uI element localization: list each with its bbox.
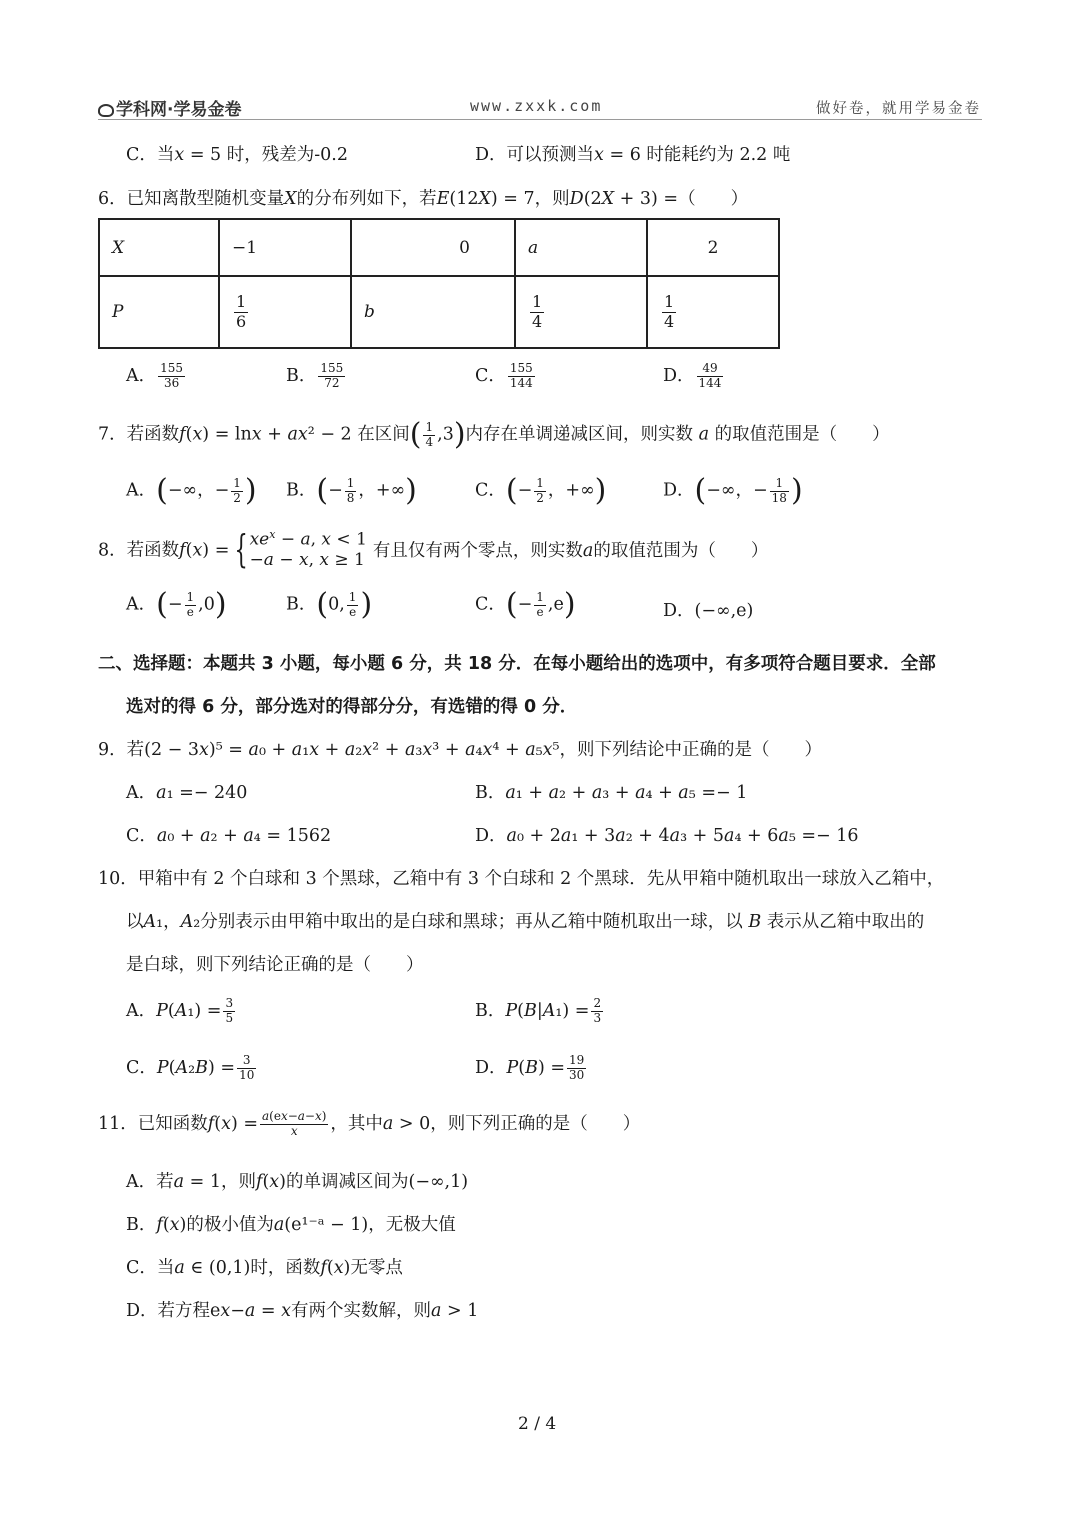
table-cell [515, 276, 647, 348]
q9-option-d: D．𝑎₀ + 2𝑎₁ + 3𝑎₂ + 4𝑎₃ + 5𝑎₄ + 6𝑎₅ =− 16 [475, 826, 859, 846]
table-row [99, 219, 779, 276]
q8-option-d: D．(−∞,e) [663, 601, 754, 621]
table-cell: −1 [219, 219, 351, 276]
table-cell: 𝑏 [351, 276, 515, 348]
q11-option-a: A．若𝑎 = 1，则𝑓(𝑥)的单调减区间为(−∞,1) [126, 1172, 469, 1192]
page-number: 2 / 4 [518, 1414, 557, 1434]
section2-heading: 二、选择题：本题共 3 小题，每小题 6 分，共 18 分．在每小题给出的选项中，有多项符合题目要求．全部 [98, 654, 936, 674]
graduation-cap-icon [98, 104, 114, 117]
q8-option-c: C．(− $\frac{1}{e}$ ,e) [475, 587, 576, 622]
q6-option-a: A． $\frac{155}{36}$ [126, 361, 184, 390]
q10-stem-line1: 10．甲箱中有 2 个白球和 3 个黑球，乙箱中有 3 个白球和 2 个黑球．先从甲箱中随机取出一球放入乙箱中， [98, 869, 945, 889]
q7-stem: 7．若函数𝑓(𝑥) = ln𝑥 + 𝑎𝑥² − 2 在区间( $\frac{1}{4}$ ,3)内存在单调递减区间，则实数 𝑎 的取值范围是（ ） [98, 417, 890, 452]
q10-stem-line2: 以𝐴₁，𝐴₂分别表示由甲箱中取出的是白球和黑球；再从乙箱中随机取出一球，以 𝐵 表示从乙箱中取出的 [126, 912, 925, 932]
q7-option-a: A．(−∞，− $\frac{1}{2}$ ) [126, 473, 257, 508]
table-cell: 𝑋 [99, 219, 219, 276]
q9-option-a: A．𝑎₁ =− 240 [126, 783, 248, 803]
fraction: $\frac{1}{4}$ [664, 292, 675, 331]
logo [98, 95, 241, 120]
q11-stem: 11．已知函数𝑓(𝑥) = $\frac{\text{𝑎(e𝑥−𝑎−𝑥)}}{\text{𝑥}}$ ，其中𝑎 > 0，则下列正确的是（ ） [98, 1109, 641, 1138]
fraction: $\frac{1}{6}$ [236, 292, 247, 331]
table-cell: 0 [351, 219, 515, 276]
table-cell: 𝑃 [99, 276, 219, 348]
q10-option-c: C．𝑃(𝐴₂𝐵) = $\frac{3}{10}$ [126, 1053, 255, 1082]
q10-option-a: A．𝑃(𝐴₁) = $\frac{3}{5}$ [126, 996, 234, 1025]
q5-option-c: C．当𝑥 = 5 时，残差为-0.2 [126, 145, 348, 165]
q10-stem-line3: 是白球，则下列结论正确的是（ ） [126, 955, 424, 975]
section2-instructions: 选对的得 6 分，部分选对的得部分分，有选错的得 0 分． [126, 697, 578, 717]
q10-option-b: B．𝑃(𝐵|𝐴₁) = $\frac{2}{3}$ [475, 996, 602, 1025]
fraction: $\frac{1}{4}$ [532, 292, 543, 331]
q7-option-b: B．(− $\frac{1}{8}$ ，+∞) [286, 473, 417, 508]
table-cell [219, 276, 351, 348]
q8-option-a: A．(− $\frac{1}{e}$ ,0) [126, 587, 227, 622]
table-row [99, 276, 779, 348]
q11-option-b: B．𝑓(𝑥)的极小值为𝑎(e¹⁻ᵃ − 1)，无极大值 [126, 1215, 456, 1235]
piecewise-cases: 𝑥e$^𝑥$ − 𝑎, 𝑥 < 1 −𝑎 − 𝑥, 𝑥 ≥ 1 [249, 528, 367, 571]
table-cell [647, 276, 779, 348]
table-cell: 𝑎 [515, 219, 647, 276]
header-rule [98, 119, 982, 120]
q7-option-c: C．(− $\frac{1}{2}$ ，+∞) [475, 473, 607, 508]
q9-option-b: B．𝑎₁ + 𝑎₂ + 𝑎₃ + 𝑎₄ + 𝑎₅ =− 1 [475, 783, 748, 803]
q7-option-d: D．(−∞，− $\frac{1}{18}$ ) [663, 473, 803, 508]
q10-option-d: D．𝑃(𝐵) = $\frac{19}{30}$ [475, 1053, 585, 1082]
header-url: www.zxxk.com [470, 97, 603, 115]
q6-option-c: C． $\frac{155}{144}$ [475, 361, 533, 390]
q5-option-d: D．可以预测当𝑥 = 6 时能耗约为 2.2 吨 [475, 145, 791, 165]
distribution-table [98, 218, 780, 349]
q8-option-b: B．(0, $\frac{1}{e}$ ) [286, 587, 373, 622]
q11-option-d: D．若方程e𝑥−𝑎 = 𝑥有两个实数解，则𝑎 > 1 [126, 1301, 479, 1321]
q6-option-d: D． $\frac{49}{144}$ [663, 361, 722, 390]
q6-option-b: B． $\frac{155}{72}$ [286, 361, 344, 390]
q11-option-c: C．当𝑎 ∈ (0,1)时，函数𝑓(𝑥)无零点 [126, 1258, 403, 1278]
q8-stem: 8．若函数𝑓(𝑥) = { 𝑥e$^𝑥$ − 𝑎, 𝑥 < 1 −𝑎 − 𝑥, 𝑥 ≥ 1 有且仅有两个零点，则实数𝑎的取值范围为（ ） [98, 527, 769, 572]
table-cell: 2 [647, 219, 779, 276]
q6-stem: 6．已知离散型随机变量𝑋的分布列如下，若𝐸(12𝑋) = 7，则𝐷(2𝑋 + 3) =（ ） [98, 189, 749, 209]
q9-stem: 9．若(2 − 3𝑥)⁵ = 𝑎₀ + 𝑎₁𝑥 + 𝑎₂𝑥² + 𝑎₃𝑥³ + 𝑎₄𝑥⁴ + 𝑎₅𝑥⁵，则下列结论中正确的是（ ） [98, 740, 823, 760]
logo-text: 学科网·学易金卷 [116, 100, 242, 120]
q9-option-c: C．𝑎₀ + 𝑎₂ + 𝑎₄ = 1562 [126, 826, 332, 846]
header-slogan: 做好卷，就用学易金卷 [816, 101, 981, 117]
